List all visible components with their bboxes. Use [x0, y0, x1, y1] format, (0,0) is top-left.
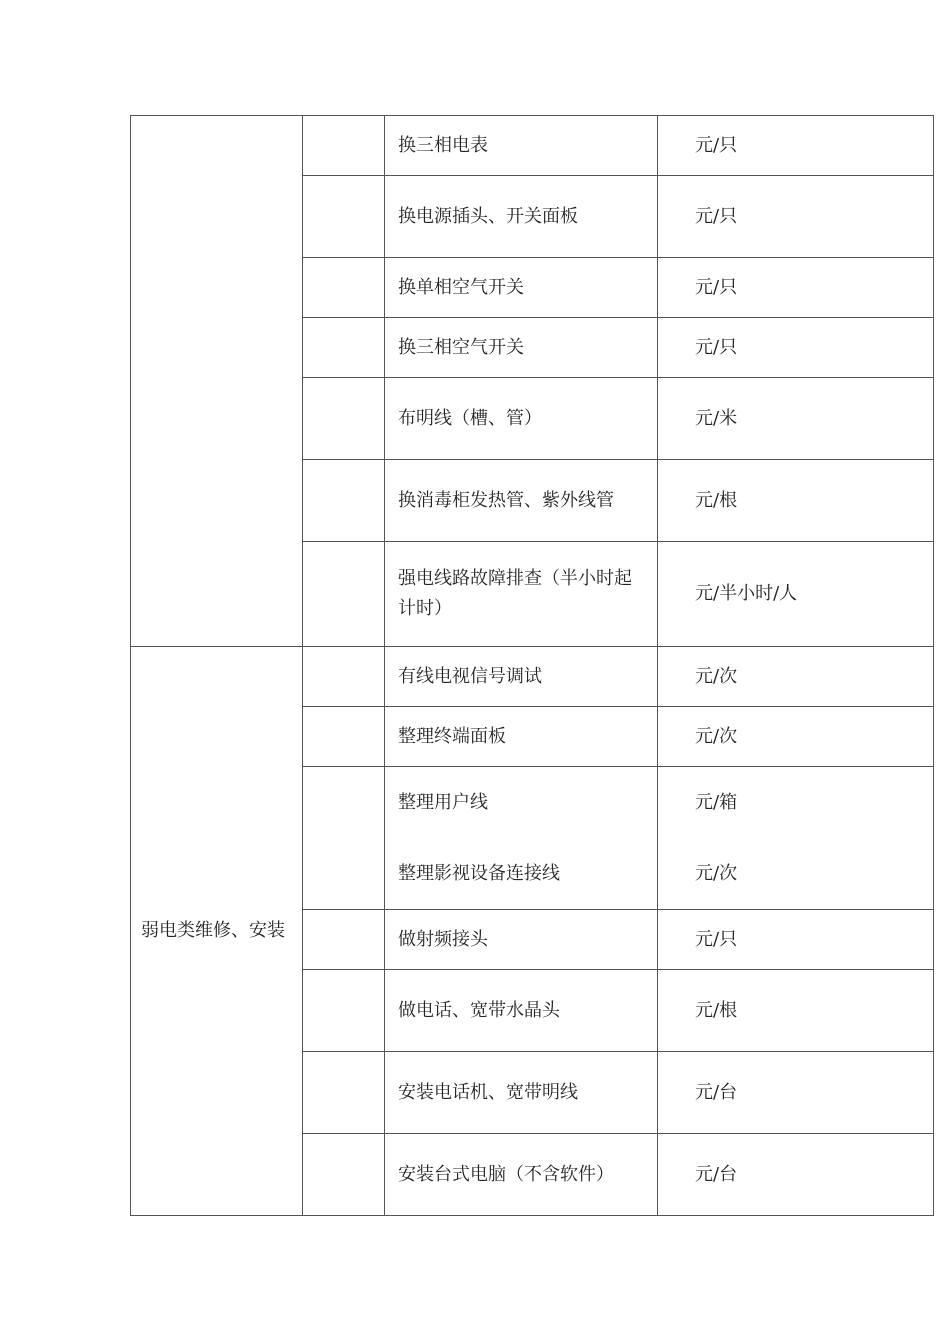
item-cell: 布明线（槽、管） — [385, 378, 658, 460]
item-cell: 换单相空气开关 — [385, 258, 658, 318]
unit-cell: 元/台 — [658, 1134, 934, 1216]
item-cell: 做射频接头 — [385, 910, 658, 970]
item-cell: 有线电视信号调试 — [385, 647, 658, 707]
unit-text: 元/次 — [695, 863, 738, 884]
price-cell — [303, 707, 385, 767]
unit-cell: 元/只 — [658, 116, 934, 176]
unit-cell: 元/半小时/人 — [658, 542, 934, 647]
price-cell — [303, 1052, 385, 1134]
price-cell — [303, 970, 385, 1052]
item-text: 整理影视设备连接线 — [398, 863, 560, 884]
unit-cell: 元/次 — [658, 707, 934, 767]
unit-cell: 元/根 — [658, 460, 934, 542]
item-cell: 做电话、宽带水晶头 — [385, 970, 658, 1052]
item-cell-pair — [385, 767, 658, 910]
price-cell — [303, 176, 385, 258]
unit-cell: 元/米 — [658, 378, 934, 460]
table-row — [131, 116, 934, 176]
unit-cell-pair — [658, 767, 934, 910]
price-cell — [303, 116, 385, 176]
item-cell: 强电线路故障排查（半小时起计时） — [385, 542, 658, 647]
item-text: 整理用户线 — [398, 792, 488, 813]
category-cell-weak: 弱电类维修、安装 — [131, 647, 303, 1216]
unit-cell: 元/只 — [658, 258, 934, 318]
item-cell: 整理终端面板 — [385, 707, 658, 767]
item-cell: 换电源插头、开关面板 — [385, 176, 658, 258]
price-cell — [303, 318, 385, 378]
category-cell-strong — [131, 116, 303, 647]
unit-cell: 元/只 — [658, 318, 934, 378]
item-cell: 换消毒柜发热管、紫外线管 — [385, 460, 658, 542]
item-cell: 安装电话机、宽带明线 — [385, 1052, 658, 1134]
price-cell — [303, 542, 385, 647]
unit-cell: 元/台 — [658, 1052, 934, 1134]
price-cell — [303, 767, 385, 910]
price-cell — [303, 378, 385, 460]
item-cell: 换三相空气开关 — [385, 318, 658, 378]
item-cell: 安装台式电脑（不含软件） — [385, 1134, 658, 1216]
unit-cell: 元/只 — [658, 176, 934, 258]
item-cell: 换三相电表 — [385, 116, 658, 176]
unit-text: 元/箱 — [695, 792, 738, 813]
price-table — [130, 115, 934, 1216]
unit-cell: 元/根 — [658, 970, 934, 1052]
price-cell — [303, 647, 385, 707]
price-cell — [303, 1134, 385, 1216]
table-row — [131, 647, 934, 707]
price-cell — [303, 460, 385, 542]
unit-cell: 元/只 — [658, 910, 934, 970]
unit-cell: 元/次 — [658, 647, 934, 707]
price-cell — [303, 910, 385, 970]
price-cell — [303, 258, 385, 318]
